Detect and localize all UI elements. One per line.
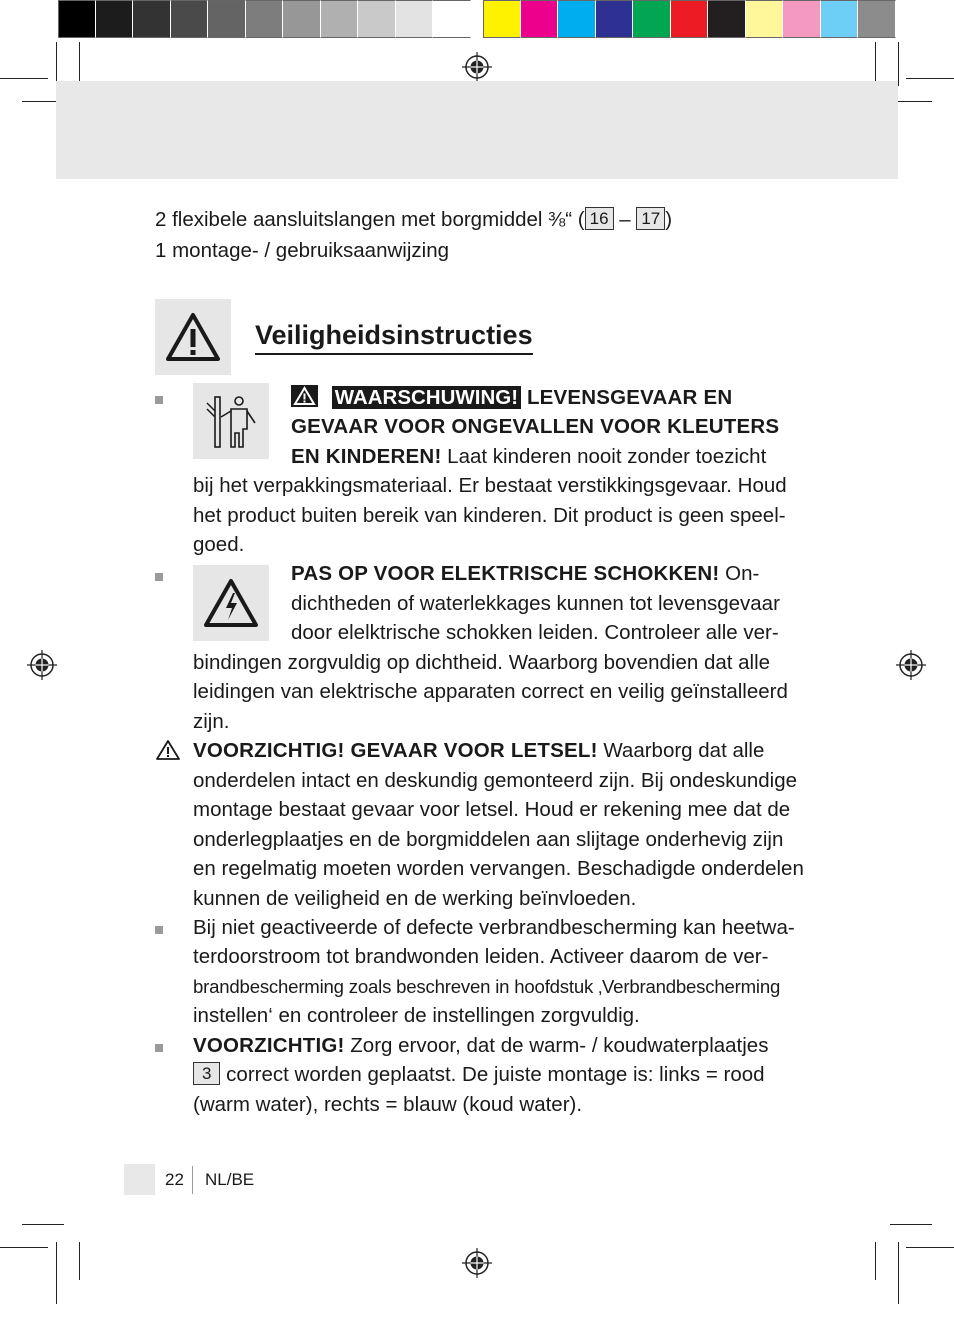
- small-warning-icon: [291, 385, 318, 407]
- registration-mark-icon: [462, 1248, 492, 1278]
- item2-line3: door elelktrische schokken leiden. Controleer alle ver-: [291, 621, 779, 644]
- registration-mark-icon: [896, 650, 926, 680]
- item3-line6: kunnen de veiligheid en de werking beïnvloeden.: [193, 887, 637, 910]
- item2-line1: PAS OP VOOR ELEKTRISCHE SCHOKKEN! On-: [291, 562, 760, 585]
- crop-mark: [875, 1242, 876, 1280]
- item2-line2: dichtheden of waterlekkages kunnen tot levensgevaar: [291, 592, 780, 615]
- crop-mark: [79, 1242, 80, 1280]
- item4-line4: instellen‘ en controleer de instellingen zorgvuldig.: [193, 1004, 640, 1027]
- item2-line4: bindingen zorgvuldig op dichtheid. Waarborg bovendien dat alle: [193, 651, 771, 674]
- crop-mark: [79, 42, 80, 86]
- bullet: [155, 1044, 163, 1052]
- color-swatch: [433, 0, 471, 38]
- electric-shock-icon: [193, 565, 269, 641]
- registration-mark-icon: [462, 52, 492, 82]
- item3-line4: onderlegplaatjes en de borgmiddelen aan slijtage onderhevig zijn: [193, 828, 784, 851]
- crop-mark: [898, 42, 899, 86]
- color-swatch: [96, 0, 134, 38]
- warning-triangle-icon: [155, 299, 231, 375]
- item1-line2: GEVAAR VOOR ONGEVALLEN VOOR KLEUTERS: [291, 415, 780, 438]
- color-swatch: [208, 0, 246, 38]
- reference-number: 3: [193, 1062, 220, 1085]
- registration-mark-icon: [27, 650, 57, 680]
- item1-line3: EN KINDEREN! Laat kinderen nooit zonder toezicht: [291, 445, 767, 468]
- crop-mark: [906, 78, 954, 79]
- color-swatch: [708, 0, 746, 38]
- color-swatch: [246, 0, 284, 38]
- language-code: NL/BE: [205, 1170, 255, 1189]
- color-swatch: [558, 0, 596, 38]
- warning-label: WAARSCHUWING!: [332, 386, 521, 409]
- crop-mark: [0, 78, 48, 79]
- color-swatch: [746, 0, 784, 38]
- crop-mark: [898, 1242, 899, 1304]
- color-swatch: [396, 0, 434, 38]
- color-swatch: [821, 0, 859, 38]
- item4-line1: Bij niet geactiveerde of defecte verbrandbescherming kan heetwa-: [193, 916, 795, 939]
- bullet: [155, 926, 163, 934]
- color-swatch: [483, 0, 521, 38]
- item3-line5: en regelmatig moeten worden vervangen. Beschadigde onderdelen: [193, 857, 804, 880]
- item4-line3: brandbescherming zoals beschreven in hoofdstuk ‚Verbrandbescherming: [193, 976, 781, 997]
- item1-line6: goed.: [193, 533, 245, 556]
- page-number: 22: [165, 1170, 184, 1189]
- item2-line5: leidingen van elektrische apparaten correct en veilig geïnstalleerd: [193, 680, 788, 703]
- contents-line-manual: 1 montage- / gebruiksaanwijzing: [155, 239, 449, 262]
- crop-mark: [22, 1224, 64, 1225]
- color-swatch: [321, 0, 359, 38]
- item5-line1: VOORZICHTIG! Zorg ervoor, dat de warm- / koudwaterplaatjes: [193, 1034, 769, 1057]
- color-swatch: [783, 0, 821, 38]
- color-swatch: [283, 0, 321, 38]
- item3-line3: montage bestaat gevaar voor letsel. Houd er rekening mee dat de: [193, 798, 791, 821]
- footer-marker: [124, 1164, 155, 1195]
- crop-mark: [0, 1247, 48, 1248]
- bullet: [155, 573, 163, 581]
- color-swatch: [596, 0, 634, 38]
- contents-line-hoses: 2 flexibele aansluitslangen met borgmiddel ⅜“ ( 16 – 17 ): [155, 208, 673, 231]
- process-color-bar: [483, 0, 896, 38]
- header-band: [56, 81, 898, 179]
- item1-line4: bij het verpakkingsmateriaal. Er bestaat verstikkingsgevaar. Houd: [193, 474, 787, 497]
- color-swatch: [633, 0, 671, 38]
- color-swatch: [358, 0, 396, 38]
- color-swatch: [858, 0, 896, 38]
- item3-line1: VOORZICHTIG! GEVAAR VOOR LETSEL! Waarborg dat alle: [193, 739, 765, 762]
- caution-triangle-icon: [155, 739, 181, 761]
- bullet: [155, 396, 163, 404]
- item5-line2: 3 correct worden geplaatst. De juiste montage is: links = rood: [193, 1060, 765, 1090]
- item4-line2: terdoorstroom tot brandwonden leiden. Activeer daarom de ver-: [193, 945, 769, 968]
- color-swatch: [133, 0, 171, 38]
- item3-line2: onderdelen intact en deskundig gemonteerd zijn. Bij ondeskundige: [193, 769, 798, 792]
- color-swatch: [671, 0, 709, 38]
- reference-number: 17: [636, 207, 665, 230]
- crop-mark: [890, 1224, 932, 1225]
- crop-mark: [875, 42, 876, 86]
- crop-mark: [56, 42, 57, 86]
- section-title: Veiligheidsinstructies: [255, 319, 533, 355]
- reference-number: 16: [585, 207, 614, 230]
- crop-mark: [56, 1242, 57, 1304]
- item2-line6: zijn.: [193, 710, 230, 733]
- item5-line3: (warm water), rechts = blauw (koud water).: [193, 1093, 583, 1116]
- grayscale-color-bar: [58, 0, 471, 38]
- child-safety-icon: [193, 383, 269, 459]
- color-swatch: [171, 0, 209, 38]
- color-swatch: [58, 0, 96, 38]
- footer-divider: [192, 1166, 193, 1194]
- color-swatch: [521, 0, 559, 38]
- item1-line1: WAARSCHUWING! LEVENSGEVAAR EN: [291, 383, 732, 413]
- crop-mark: [906, 1247, 954, 1248]
- item1-line5: het product buiten bereik van kinderen. Dit product is geen speel-: [193, 504, 786, 527]
